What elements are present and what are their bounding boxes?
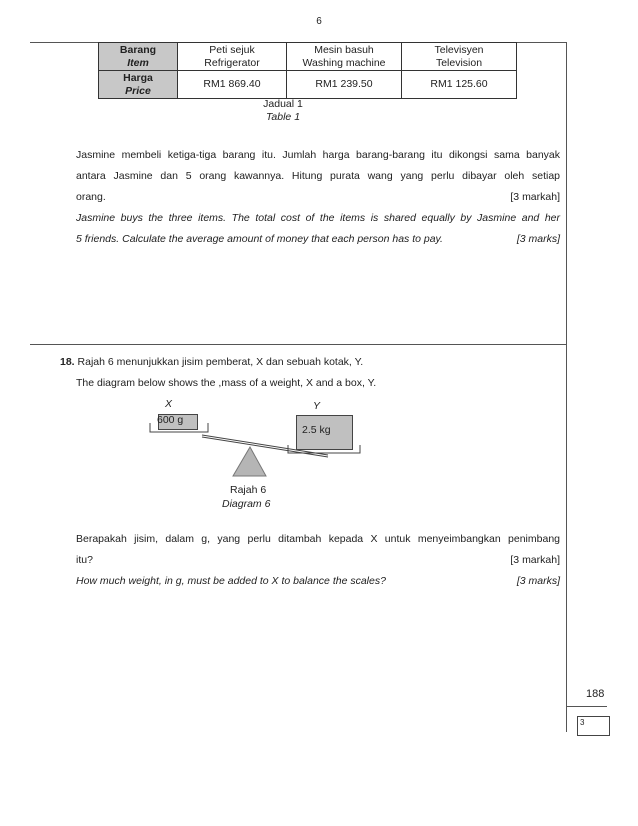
section-divider: [30, 344, 567, 345]
diagram-caption-ms: Rajah 6: [230, 484, 267, 496]
item-header-en: Item: [127, 56, 149, 69]
q18-marks-ms: [3 markah]: [510, 554, 560, 566]
q17-line2: antara Jasmine dan 5 orang kawannya. Hitung purata wang yang perlu dibayar oleh setiap: [76, 170, 560, 182]
price-header-en: Price: [125, 84, 151, 97]
q18-line3: How much weight, in g, must be added to X to balance the scales?: [76, 575, 386, 587]
label-y: Y: [313, 400, 321, 412]
price-header-ms: Harga: [123, 71, 153, 84]
q17-line5: 5 friends. Calculate the average amount of money that each person has to pay.: [76, 233, 443, 245]
table-caption-ms: Jadual 1: [263, 98, 303, 110]
q18-intro-en: The diagram below shows the ,mass of a weight, X and a box, Y.: [76, 377, 377, 389]
box-y-label: 2.5 kg: [302, 424, 331, 436]
q17-line3: orang.: [76, 191, 106, 203]
item-ms: Televisyen: [434, 43, 484, 56]
right-margin-line: [566, 42, 567, 732]
price-cell: RM1 869.40: [178, 71, 287, 99]
table-row: [99, 71, 517, 99]
item-header-ms: Barang: [119, 43, 157, 56]
price-cell: RM1 125.60: [402, 71, 517, 99]
diagram-caption-en: Diagram 6: [222, 498, 271, 510]
price-cell: RM1 239.50: [287, 71, 402, 99]
q18-intro-ms: Rajah 6 menunjukkan jisim pemberat, X dan sebuah kotak, Y.: [77, 356, 364, 368]
price-header-cell: [99, 71, 178, 99]
table-cell: [402, 43, 517, 71]
side-page-number: 188: [586, 688, 605, 700]
item-header-cell: [99, 43, 178, 71]
table-caption-en: Table 1: [265, 111, 301, 123]
table-row: [99, 43, 517, 71]
page-number: 6: [316, 16, 322, 27]
table-cell: [178, 43, 287, 71]
q18-line2: itu?: [76, 554, 93, 566]
q18-line1: Berapakah jisim, dalam g, yang perlu ditambah kepada X untuk menyeimbangkan penimbang: [76, 533, 560, 545]
table-1: [98, 42, 517, 99]
item-ms: Peti sejuk: [209, 43, 255, 56]
q17-line3-row: [76, 187, 560, 208]
item-en: Refrigerator: [204, 56, 260, 69]
q17-line1: Jasmine membeli ketiga-tiga barang itu. Jumlah harga barang-barang itu dikongsi sama banyak: [76, 149, 560, 161]
q17-line4: Jasmine buys the three items. The total cost of the items is shared equally by Jasmine and her: [76, 212, 560, 224]
mark-box: [577, 716, 610, 736]
q18-number: 18.: [60, 356, 75, 368]
item-ms: Mesin basuh: [314, 43, 374, 56]
item-en: Washing machine: [302, 56, 386, 69]
table-cell: [287, 43, 402, 71]
mark-rule: [567, 706, 607, 707]
q17-line5-row: [76, 229, 560, 250]
fulcrum-triangle: [233, 447, 266, 476]
q17-marks-ms: [3 markah]: [510, 191, 560, 203]
q18-intro-ms-row: [60, 352, 560, 373]
item-en: Television: [435, 56, 483, 69]
mark-box-label: 3: [580, 718, 585, 727]
q18-line2-row: [76, 550, 560, 571]
weight-x-label: 600 g: [157, 414, 184, 426]
q17-marks-en: [3 marks]: [516, 233, 560, 245]
q18-marks-en: [3 marks]: [516, 575, 560, 587]
label-x: X: [165, 398, 173, 410]
q18-line3-row: [76, 571, 560, 592]
